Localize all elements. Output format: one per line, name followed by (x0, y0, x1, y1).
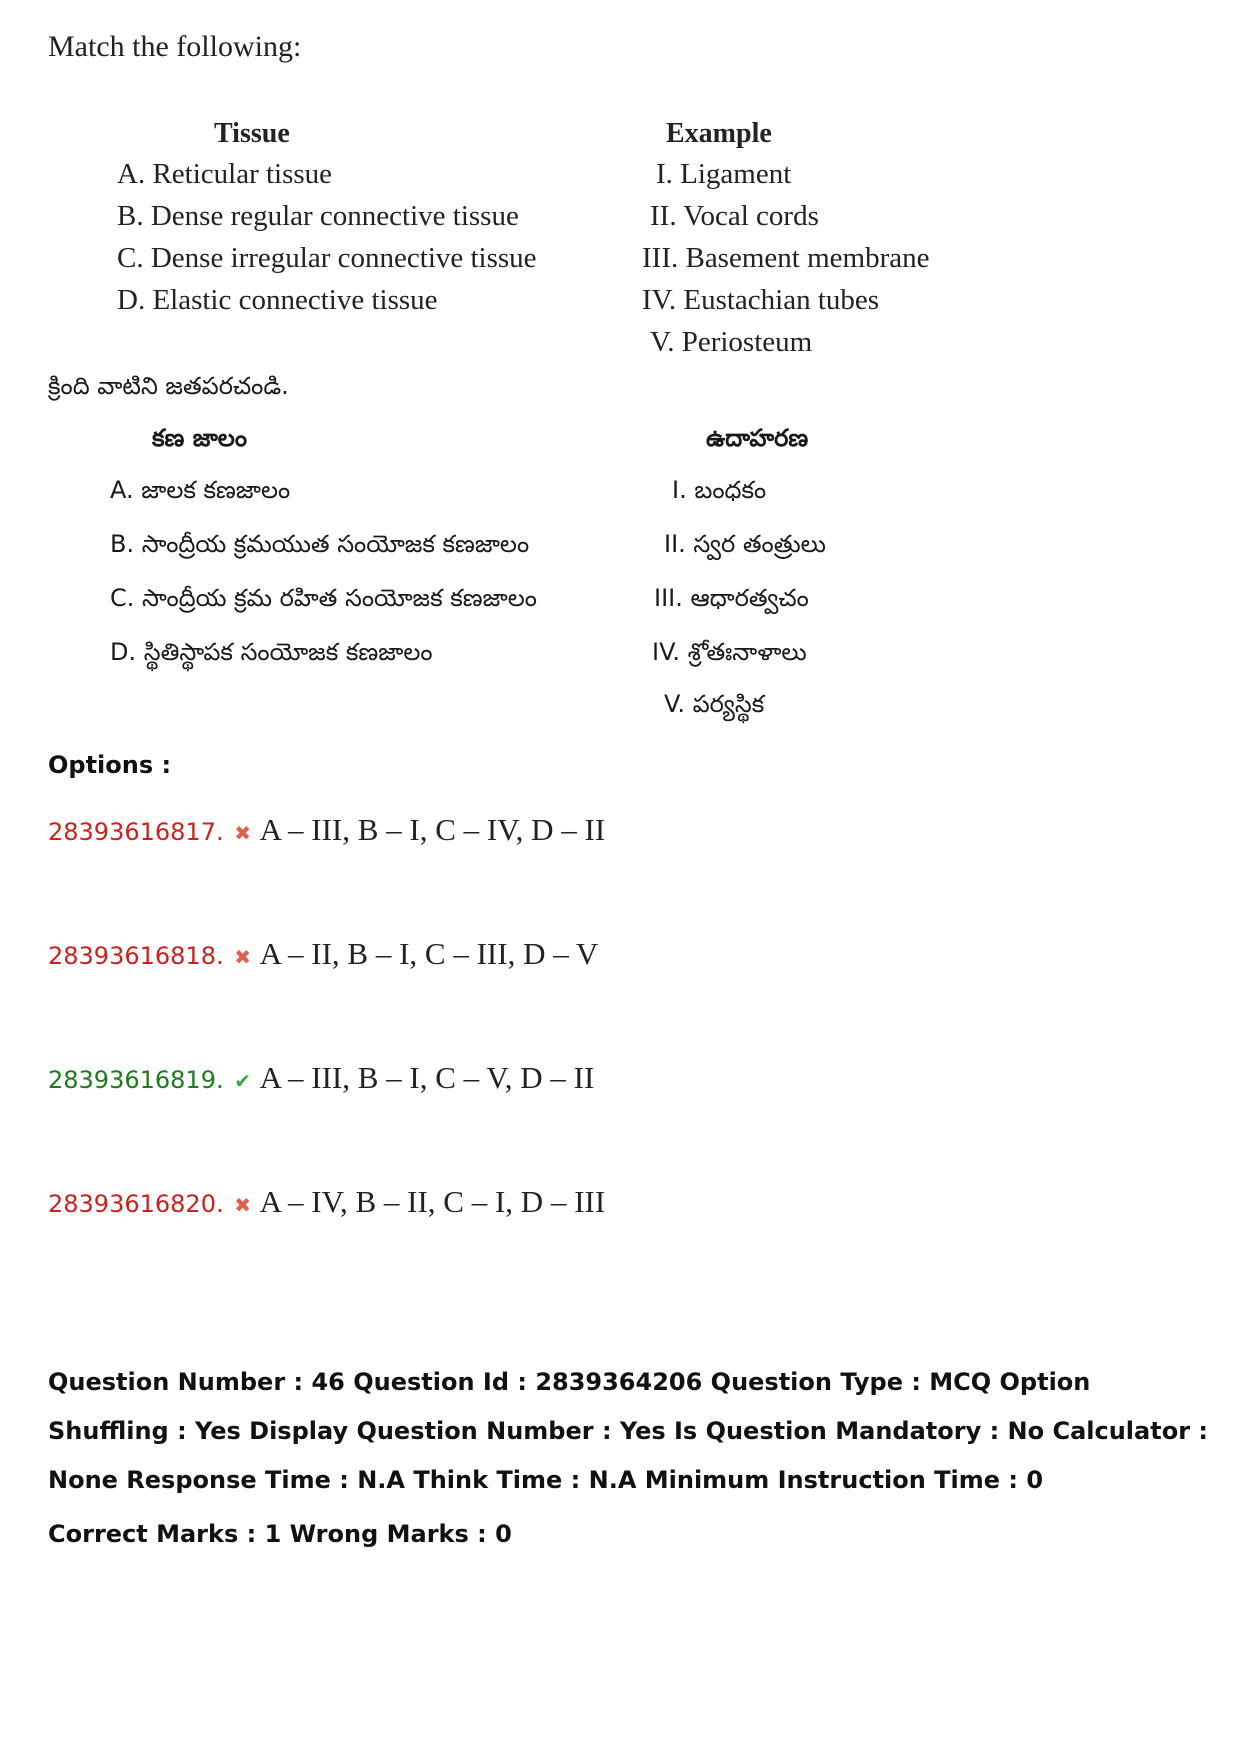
cross-icon: ✖ (234, 821, 251, 845)
tissue-item-b: B. Dense regular connective tissue (117, 200, 519, 232)
tissue-item-c: C. Dense irregular connective tissue (117, 242, 537, 274)
example-item-iv-telugu: IV. శ్రోతఃనాళాలు (652, 638, 807, 666)
tissue-item-a: A. Reticular tissue (117, 158, 333, 190)
example-column-header: Example (666, 118, 772, 149)
example-item-ii-telugu: II. స్వర తంత్రులు (664, 530, 826, 558)
check-icon: ✔ (234, 1069, 251, 1093)
option-id: 28393616819. (48, 1066, 224, 1094)
example-item-ii: II. Vocal cords (650, 200, 819, 232)
example-item-iii-telugu: III. ఆధారత్వచం (654, 584, 809, 612)
tissue-item-d-telugu: D. స్థితిస్థాపక సంయోజక కణజాలం (110, 638, 433, 666)
example-item-v-telugu: V. పర్యస్థిక (664, 690, 765, 718)
option-text: A – III, B – I, C – IV, D – II (259, 812, 606, 847)
tissue-item-d: D. Elastic connective tissue (117, 284, 438, 316)
example-item-i-telugu: I. బంధకం (672, 476, 767, 504)
option-id: 28393616820. (48, 1190, 224, 1218)
example-column-header-telugu: ఉదాహరణ (706, 424, 809, 452)
cross-icon: ✖ (234, 1193, 251, 1217)
option-row[interactable] (48, 1060, 594, 1096)
question-intro-telugu: క్రింది వాటిని జతపరచండి. (48, 372, 289, 400)
option-text: A – IV, B – II, C – I, D – III (259, 1184, 606, 1219)
question-marks: Correct Marks : 1 Wrong Marks : 0 (48, 1520, 512, 1548)
option-id: 28393616817. (48, 818, 224, 846)
example-item-iv: IV. Eustachian tubes (642, 284, 880, 316)
options-label: Options : (48, 751, 172, 779)
tissue-item-a-telugu: A. జాలక కణజాలం (110, 476, 291, 504)
example-item-v: V. Periosteum (650, 326, 813, 358)
example-item-iii: III. Basement membrane (642, 242, 930, 274)
option-row[interactable] (48, 1184, 605, 1220)
tissue-item-c-telugu: C. సాంద్రీయ క్రమ రహిత సంయోజక కణజాలం (110, 584, 537, 612)
cross-icon: ✖ (234, 945, 251, 969)
option-row[interactable] (48, 936, 598, 972)
question-intro-english: Match the following: (48, 30, 302, 63)
example-item-i: I. Ligament (656, 158, 792, 190)
tissue-column-header-telugu: కణ జాలం (152, 424, 247, 452)
option-text: A – III, B – I, C – V, D – II (259, 1060, 595, 1095)
option-row[interactable] (48, 812, 605, 848)
tissue-item-b-telugu: B. సాంద్రీయ క్రమయుత సంయోజక కణజాలం (110, 530, 530, 558)
tissue-column-header: Tissue (214, 118, 290, 149)
question-metadata: Question Number : 46 Question Id : 2839364206 Question Type : MCQ Option Shuffling : Yes Display Question Number : Yes Is Question Mandatory : No Calculator : None Response Time : N.A Think Time : N.A Minimum Instruction Time : 0 (48, 1368, 1208, 1494)
option-text: A – II, B – I, C – III, D – V (259, 936, 599, 971)
option-id: 28393616818. (48, 942, 224, 970)
